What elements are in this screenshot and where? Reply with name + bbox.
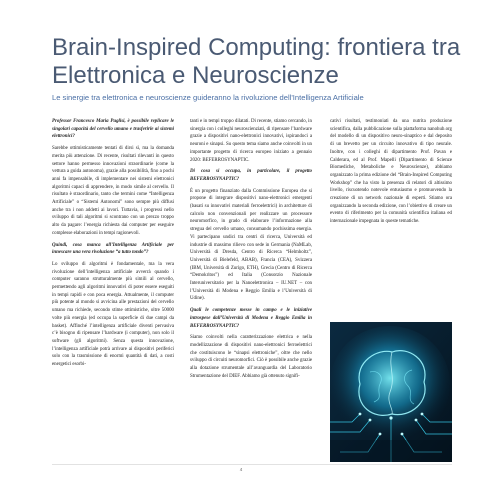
column-1 bbox=[52, 118, 174, 373]
column-3 bbox=[330, 118, 452, 230]
interview-question: Quindi, cosa manca all’Intelligenza Artificiale per innescare una vera rivoluzione “a tutto tondo”? bbox=[52, 242, 174, 256]
interview-answer: Sarebbe ottimisticamente tentati di dirsi sì, ma la domanda merita più attenzione. Di recente, risultati rilevanti in questo settore hanno permesso innovazioni straordinarie (come la vettura a guida autonoma), grazie alla possibilità, fino a pochi anni fa impensabile, di implementare nei sistemi elettronici algoritmi capaci di apprendere, in modo simile al cervello. Il risultato è straordinario, tanto che termini come “Intelligenza Artificiale” o “Sistemi Autonomi” sono sempre più diffusi anche tra i non addetti ai lavori. Tuttavia, i progressi nello sviluppo di tali algoritmi si scontrano con un prezzo troppo alto da pagare: l’energia richiesta dai computer per eseguire complesse elaborazioni in tempi ragionevoli. bbox=[52, 146, 174, 236]
interview-answer: Siamo coinvolti nella caratterizzazione elettrica e nella modellizzazione di dispositivi nano-elettronici ferroelettrici che costituiscono le “sinapsi elettroniche”, oltre che nello sviluppo di circuiti neuromorfici. Ciò è possibile anche grazie alla dotazione strumentale all’avanguardia del Laboratorio Strumentazione del DIEF. Abbiamo già ottenuto signifi- bbox=[190, 335, 312, 379]
interview-answer: cativi risultati, testimoniati da una nutrita produzione scientifica, dalla pubblicazione sulla piattaforma nanohub.org del modello di un dispositivo neuro-sinaptico e dal deposito di un brevetto per un circuito innovativo di tipo neurale. Inoltre, con i colleghi di dipartimento Prof. Pavan e Calderara, ed al Prof. Mapelli (Dipartimento di Scienze Biomediche, Metaboliche e Neuroscienze), abbiamo organizzato la prima edizione del “Brain-Inspired Computing Workshop” che ha visto la presenza di relatori di altissimo livello, riscuotendo notevole entusiasmo e promuovendo la creazione di un network nazionale di esperti. Stiamo ora organizzando la seconda edizione, con l’obiettivo di creare un evento di riferimento per la comunità scientifica italiana ed internazionale impegnata in queste tematiche. bbox=[330, 119, 452, 225]
interview-answer: Lo sviluppo di algoritmi è fondamentale, ma la vera rivoluzione dell’intelligenza artificiale avverrà quando i computer saranno strutturalmente più simili al cervello, permettendo agli algoritmi innovativi di poter essere eseguiti in tempi rapidi e con poca energia. Attualmente, il computer più potente al mondo si avvicina alle prestazioni del cervello umano ma richiede, secondo stime ottimistiche, oltre 50000 volte più energia (ed occupa la superficie di due campi da basket). Affinché l’intelligenza artificiale diventi pervasiva c’è bisogno di ripensare l’hardware (i computer), non solo il software (gli algoritmi). Senza questa innovazione, l’intelligenza artificiale potrà arrivare ai dispositivi periferici solo con la trasmissione di enormi quantità di dati, a costi energetici esorbi- bbox=[52, 261, 174, 368]
glowing-brain-circuit-image bbox=[330, 322, 452, 462]
interview-answer: tanti e in tempi troppo dilatati. Di recente, stiamo cercando, in sinergia con i colleghi neuroscienziati, di ripensare l’hardware grazie a dispositivi nano-elettronici innovativi, ispirandoci a neuroni e sinapsi. Su questo tema siamo anche coinvolti in un importante progetto di ricerca europeo iniziato a gennaio 2020: BEFERROSYNAPTIC. bbox=[190, 119, 312, 163]
page-title: Brain-Inspired Computing: frontiera tra Elettronica e Neuroscienze bbox=[52, 34, 461, 89]
page-subtitle: Le sinergie tra elettronica e neuroscienze guideranno la rivoluzione dell'Intelligenza Artificiale bbox=[52, 93, 364, 102]
column-2 bbox=[190, 118, 312, 385]
page-number: 4 bbox=[239, 467, 243, 472]
footer-rule bbox=[52, 464, 452, 465]
brain-circuit-illustration bbox=[330, 322, 452, 462]
interview-answer: È un progetto finanziato dalla Commissione Europea che si propone di integrare dispositivi nano-elettronici emergenti (basati su innovativi materiali ferroelettrici) in architetture di calcolo non convenzionali per realizzare un processore neuromorfico, in grado di elaborare l’informazione alla stregua del cervello umano, consumando pochissima energia. Vi partecipano undici tra centri di ricerca, Università ed industrie di massimo rilievo con sede in Germania (NaMLab, Università di Dresda, Centro di Ricerca “Helmholtz”, Università di Bielefeld, ABAB), Francia (CEA), Svizzera (IBM, Università di Zurigo, ETH), Grecia (Centro di Ricerca “Demokritos”) ed Italia (Consorzio Nazionale Interuniversitario per la Nanoelettronica – IU.NET – con l’Università di Modena e Reggio Emilia e l’Università di Udine). bbox=[190, 188, 312, 302]
interview-question: Quali le competenze messe in campo e le iniziative introspese dall’Università di Modena e Reggio Emilia in BEFERROSYNAPTIC? bbox=[190, 308, 312, 329]
interview-question: Di cosa si occupa, in particolare, il progetto BEFERROSYNAPTIC? bbox=[190, 169, 312, 182]
interview-question: Professor Francesco Maria Puglisi, è possibile replicare le singolari capacità del cervello umano e trasferirle ai sistemi elettronici? bbox=[52, 119, 174, 140]
